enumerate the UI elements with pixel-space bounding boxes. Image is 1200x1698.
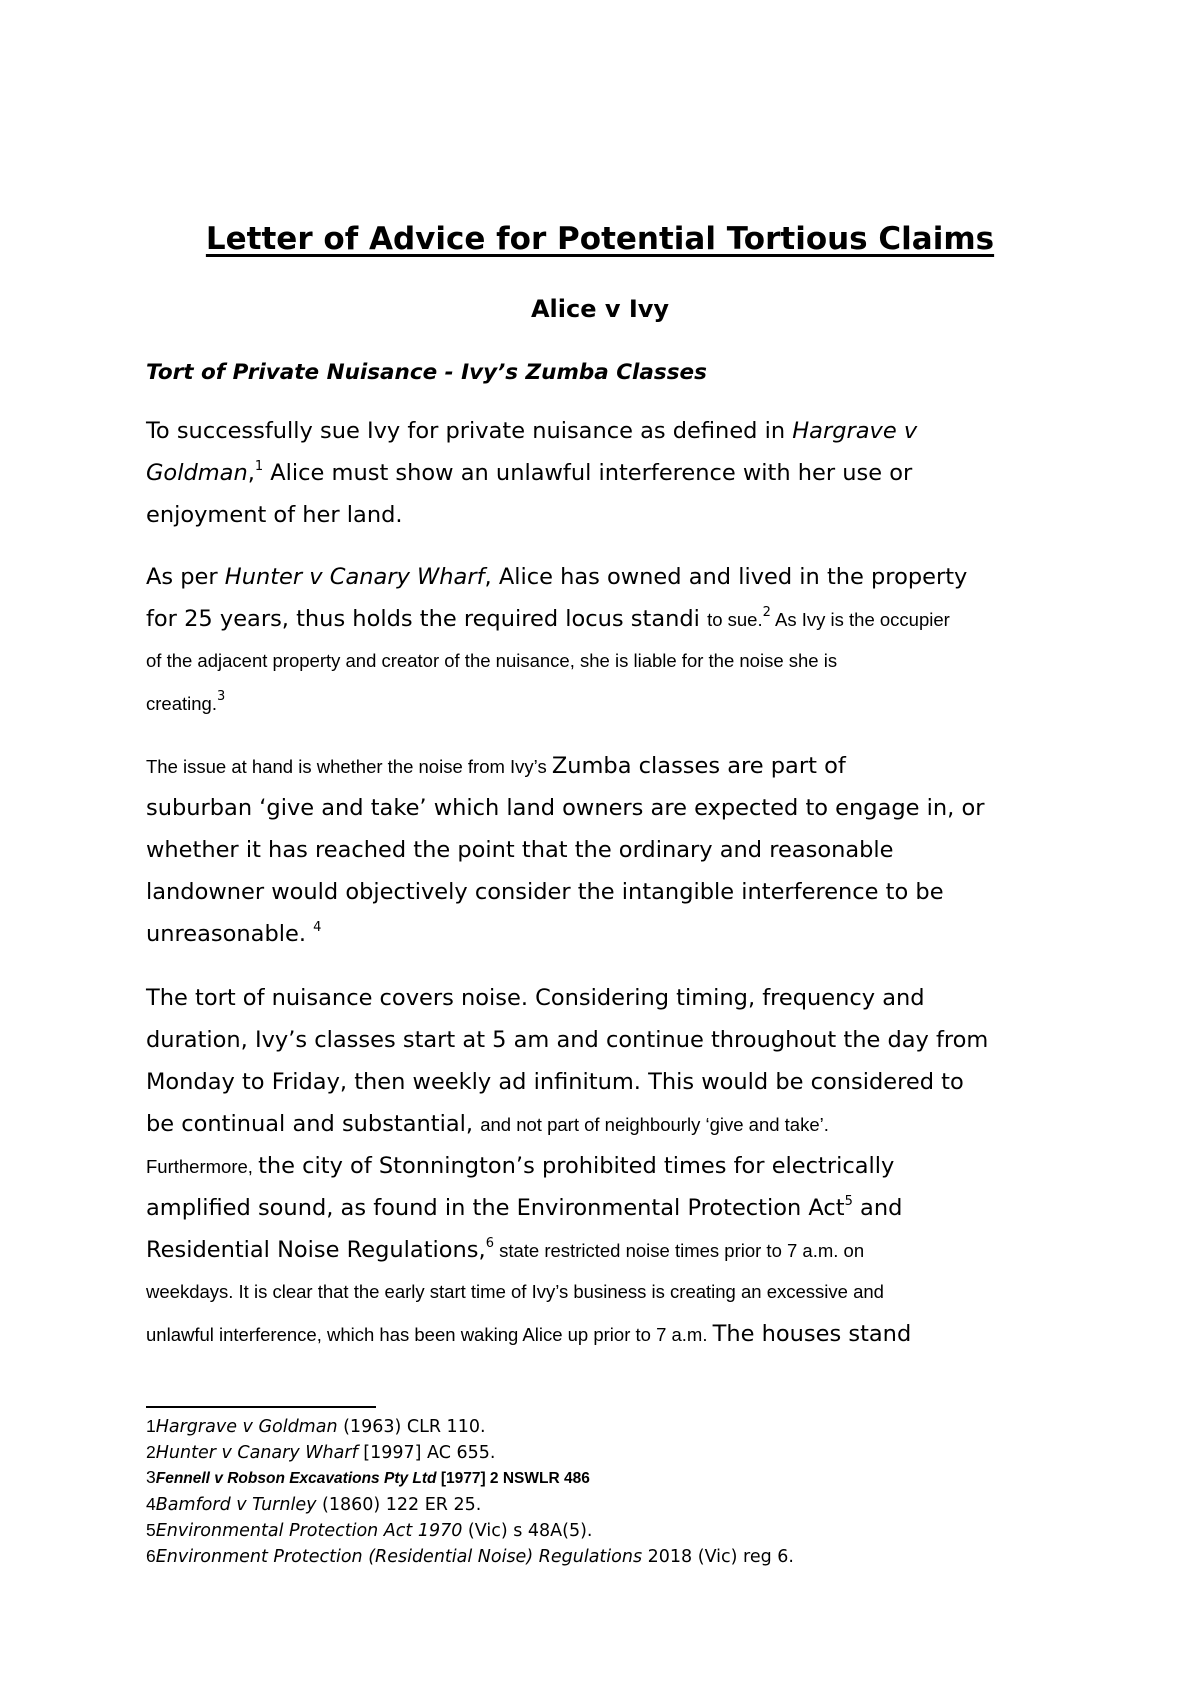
paragraph-line	[146, 452, 1086, 494]
text-run: and not part of neighbourly ‘give and take’.	[480, 1114, 829, 1135]
footnote-text: (1963) CLR 110.	[337, 1417, 486, 1437]
paragraph-line: suburban ‘give and take’ which land owners are expected to engage in, or	[146, 795, 985, 821]
text-run: Zumba classes are part of	[551, 753, 846, 779]
text-run: for 25 years, thus holds the required locus standi	[146, 606, 708, 632]
text-run: Alice must show an unlawful interference with her use or	[263, 460, 913, 486]
paragraph-line: enjoyment of her land.	[146, 502, 403, 528]
footnote-1	[146, 1414, 1106, 1440]
paragraph-line	[146, 598, 1086, 640]
paragraph-line: weekdays. It is clear that the early start time of Ivy’s business is creating an excessive and	[146, 1281, 884, 1302]
paragraph-2	[146, 556, 1086, 724]
text-run: unlawful interference, which has been waking Alice up prior to 7 a.m.	[146, 1324, 713, 1345]
paragraph-line: The tort of nuisance covers noise. Considering timing, frequency and	[146, 985, 925, 1011]
footnote-text: (Vic) s 48A(5).	[462, 1520, 593, 1541]
footnote-citation: Environment Protection (Residential Noise) Regulations	[155, 1546, 643, 1567]
footnote-text: (1860) 122 ER 25.	[316, 1495, 482, 1516]
footnote-2	[146, 1440, 1106, 1466]
paragraph-line: landowner would objectively consider the intangible interference to be	[146, 879, 944, 905]
case-name: Hargrave v	[792, 418, 918, 444]
footnote-separator	[146, 1406, 376, 1408]
text-run: the city of Stonnington’s prohibited times for electrically	[258, 1153, 895, 1179]
text-run: ,	[247, 460, 255, 486]
footnote-ref[interactable]: 3	[216, 689, 226, 704]
paragraph-line: whether it has reached the point that the ordinary and reasonable	[146, 837, 894, 863]
footnote-number: 5	[146, 1519, 156, 1540]
paragraph-line: of the adjacent property and creator of the nuisance, she is liable for the noise she is	[146, 650, 838, 671]
text-run: be continual and substantial,	[146, 1111, 481, 1137]
text-run: To successfully sue Ivy for private nuisance as defined in	[146, 418, 793, 444]
paragraph-line	[146, 1229, 1086, 1271]
footnote-citation: Fennell v Robson Excavations Pty Ltd	[155, 1470, 437, 1488]
footnote-ref[interactable]: 5	[844, 1194, 853, 1209]
footnote-number: 3	[146, 1467, 156, 1488]
footnote-4	[146, 1492, 1106, 1518]
paragraph-line	[146, 1313, 1086, 1355]
section-heading: Tort of Private Nuisance - Ivy’s Zumba Classes	[146, 360, 707, 385]
paragraph-3	[146, 745, 1086, 955]
paragraph-line	[146, 1187, 1086, 1229]
footnote-number: 6	[146, 1545, 156, 1566]
paragraph-line	[146, 682, 1086, 724]
footnote-text: [1977] 2 NSWLR 486	[436, 1470, 590, 1488]
paragraph-line: Monday to Friday, then weekly ad infinitum. This would be considered to	[146, 1069, 964, 1095]
text-run: and	[852, 1195, 903, 1221]
text-run: amplified sound, as found in the Environmental Protection Act	[146, 1195, 845, 1221]
footnote-citation: Bamford v Turnley	[155, 1495, 317, 1516]
paragraph-line	[146, 913, 1086, 955]
footnote-3	[146, 1465, 1106, 1492]
text-run: As Ivy is the occupier	[770, 609, 950, 630]
footnote-citation: Hunter v Canary Wharf	[155, 1442, 358, 1463]
text-run: As per	[146, 564, 225, 590]
footnote-citation: Environmental Protection Act 1970	[155, 1520, 463, 1541]
footnote-text: [1997] AC 655.	[357, 1442, 496, 1463]
footnote-number: 4	[146, 1494, 156, 1515]
footnote-ref[interactable]: 1	[254, 459, 264, 474]
text-run: , Alice has owned and lived in the property	[484, 564, 968, 590]
text-run: The houses stand	[712, 1321, 912, 1347]
text-run: The issue at hand is whether the noise from Ivy’s	[146, 756, 552, 777]
footnote-number: 1	[146, 1416, 156, 1436]
footnote-5	[146, 1518, 1106, 1544]
case-parties: Alice v Ivy	[530, 295, 670, 323]
footnote-6	[146, 1544, 1106, 1570]
paragraph-line	[146, 1145, 1086, 1187]
case-name: Goldman	[146, 460, 248, 486]
paragraph-line	[146, 556, 1086, 598]
case-name: Hunter v Canary Wharf	[224, 564, 485, 590]
footnote-ref[interactable]: 4	[313, 920, 322, 935]
text-run: unreasonable.	[146, 921, 314, 947]
paragraph-1	[146, 410, 1086, 536]
footnote-citation: Hargrave v Goldman	[155, 1417, 338, 1437]
paragraph-line: duration, Ivy’s classes start at 5 am and continue throughout the day from	[146, 1027, 989, 1053]
paragraph-line	[146, 410, 1086, 452]
footnote-ref[interactable]: 2	[762, 605, 771, 620]
paragraph-line	[146, 1103, 1086, 1145]
text-run: state restricted noise times prior to 7 a.m. on	[493, 1240, 865, 1261]
footnotes	[146, 1414, 1106, 1569]
document-title: Letter of Advice for Potential Tortious Claims	[205, 221, 995, 257]
paragraph-line	[146, 745, 1086, 787]
text-run: to sue.	[707, 609, 763, 630]
footnote-text: 2018 (Vic) reg 6.	[642, 1546, 794, 1567]
paragraph-4	[146, 977, 1086, 1355]
text-run: creating.	[146, 693, 217, 714]
text-run: Residential Noise Regulations,	[146, 1237, 486, 1263]
footnote-number: 2	[146, 1441, 156, 1462]
text-run: Furthermore,	[146, 1156, 259, 1177]
footnote-ref[interactable]: 6	[485, 1236, 494, 1251]
